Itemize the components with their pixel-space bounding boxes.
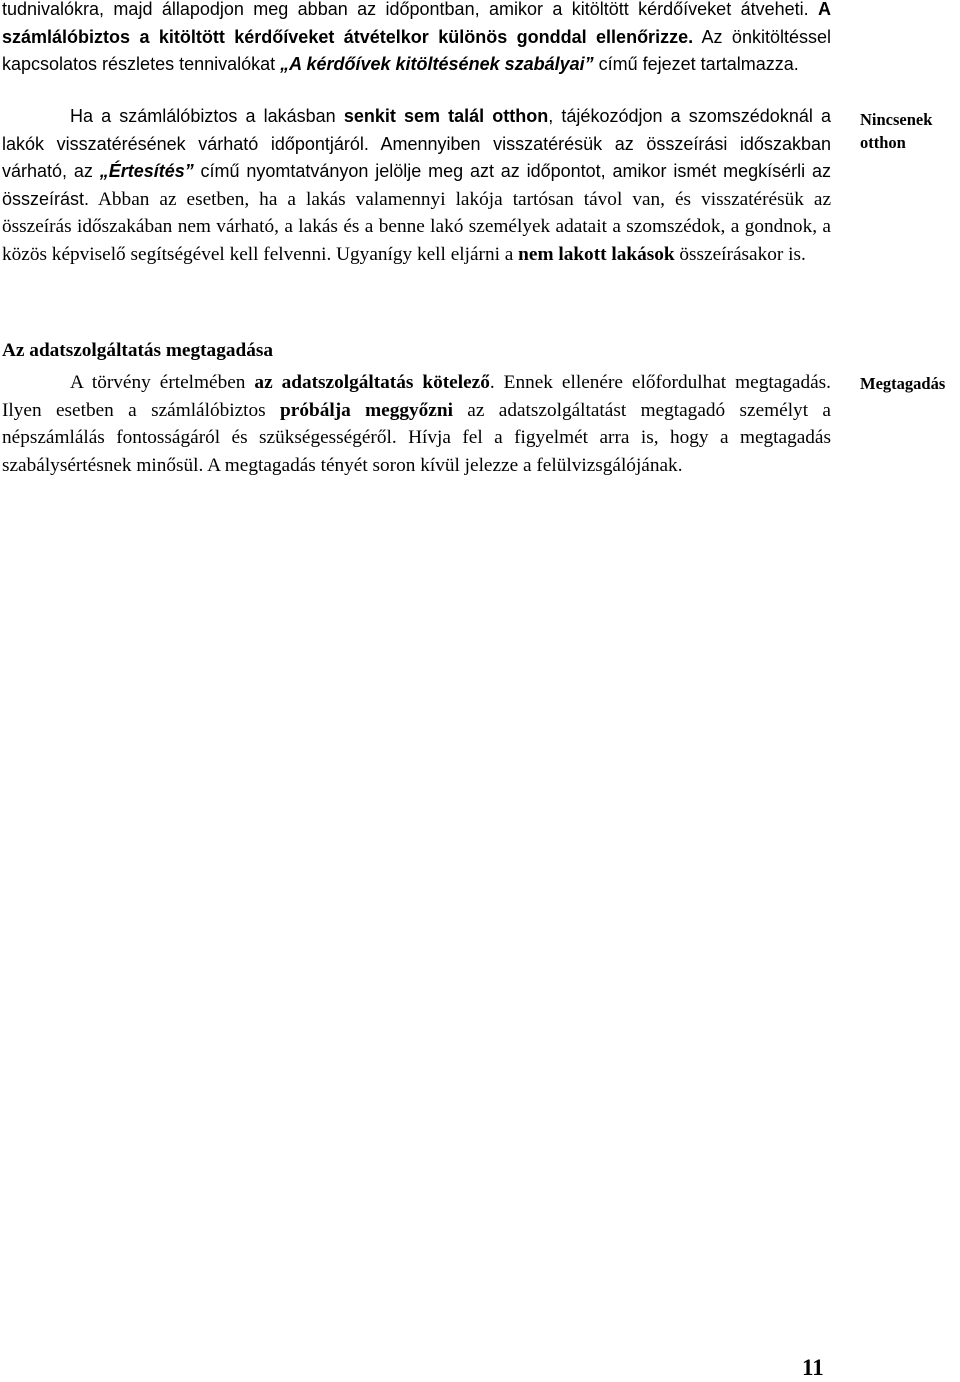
paragraph-refusal	[2, 369, 831, 479]
text-run: . Ennek ellenére előfordulhat megtagadás. Ilyen esetben a számlálóbiztos	[2, 372, 832, 421]
text-run: Az önkitöltéssel kapcsolatos részletes tennivalókat	[2, 26, 831, 74]
text-run: Abban az esetben, ha a lakás valamennyi lakója tartósan távol van, és visszatérésük az összeírás időszakában nem várható, a lakás és a benne lakó személyek adatait a szomszédok, a gondnok, a közös képviselő segítségével kell felvenni. Ugyanígy kell eljárni a	[2, 188, 831, 265]
text-run: című nyomtatványon jelölje meg azt az időpontot, amikor ismét megkísérli az összeírást.	[2, 161, 831, 209]
paragraph-nobody-home	[2, 103, 831, 268]
bold-text: A számlálóbiztos a kitöltött kérdőíveket átvételkor különös gonddal ellenőrizze.	[2, 0, 831, 47]
bold-italic-reference: „A kérdőívek kitöltésének szabályai”	[280, 54, 594, 74]
text-run: tudnivalókra, majd állapodjon meg abban az időpontban, amikor a kitöltött kérdőíveket átveheti.	[2, 0, 818, 19]
bold-text: próbálja meggyőzni	[280, 399, 453, 421]
text-run: az adatszolgáltatást megtagadó személyt a népszámlálás fontosságáról és szükségességéről. Hívja fel a figyelmét arra is, hogy a megtagadás szabálysértésnek minősül. A megtagadás tényét soron kívül jelezze a felülvizsgálójának.	[2, 399, 831, 476]
bold-text: senkit sem talál otthon	[343, 106, 549, 126]
text-run: összeírásakor is.	[674, 243, 806, 265]
bold-italic-reference: „Értesítés”	[99, 161, 194, 181]
margin-note-refusal: Megtagadás	[860, 374, 946, 393]
text-run: című fejezet tartalmazza.	[593, 54, 799, 74]
bold-text: az adatszolgáltatás kötelező	[254, 372, 490, 393]
margin-note-nobody-home	[860, 108, 932, 154]
margin-note-line: otthon	[860, 133, 906, 152]
section-heading: Az adatszolgáltatás megtagadása	[2, 340, 273, 361]
text-run: Ha a számlálóbiztos a lakásban	[70, 106, 344, 126]
text-run: A törvény értelmében	[70, 372, 255, 393]
page-number: 11	[802, 1355, 824, 1380]
text-run: , tájékozódjon a szomszédoknál a lakók visszatérésének várható időpontjáról.	[2, 106, 831, 154]
margin-note-line: Nincsenek	[860, 110, 933, 129]
paragraph-self-completion	[2, 0, 831, 79]
text-run: Amennyiben visszatérésük az összeírási időszakban várható, az	[2, 133, 831, 181]
bold-text: nem lakott lakások	[518, 243, 675, 265]
